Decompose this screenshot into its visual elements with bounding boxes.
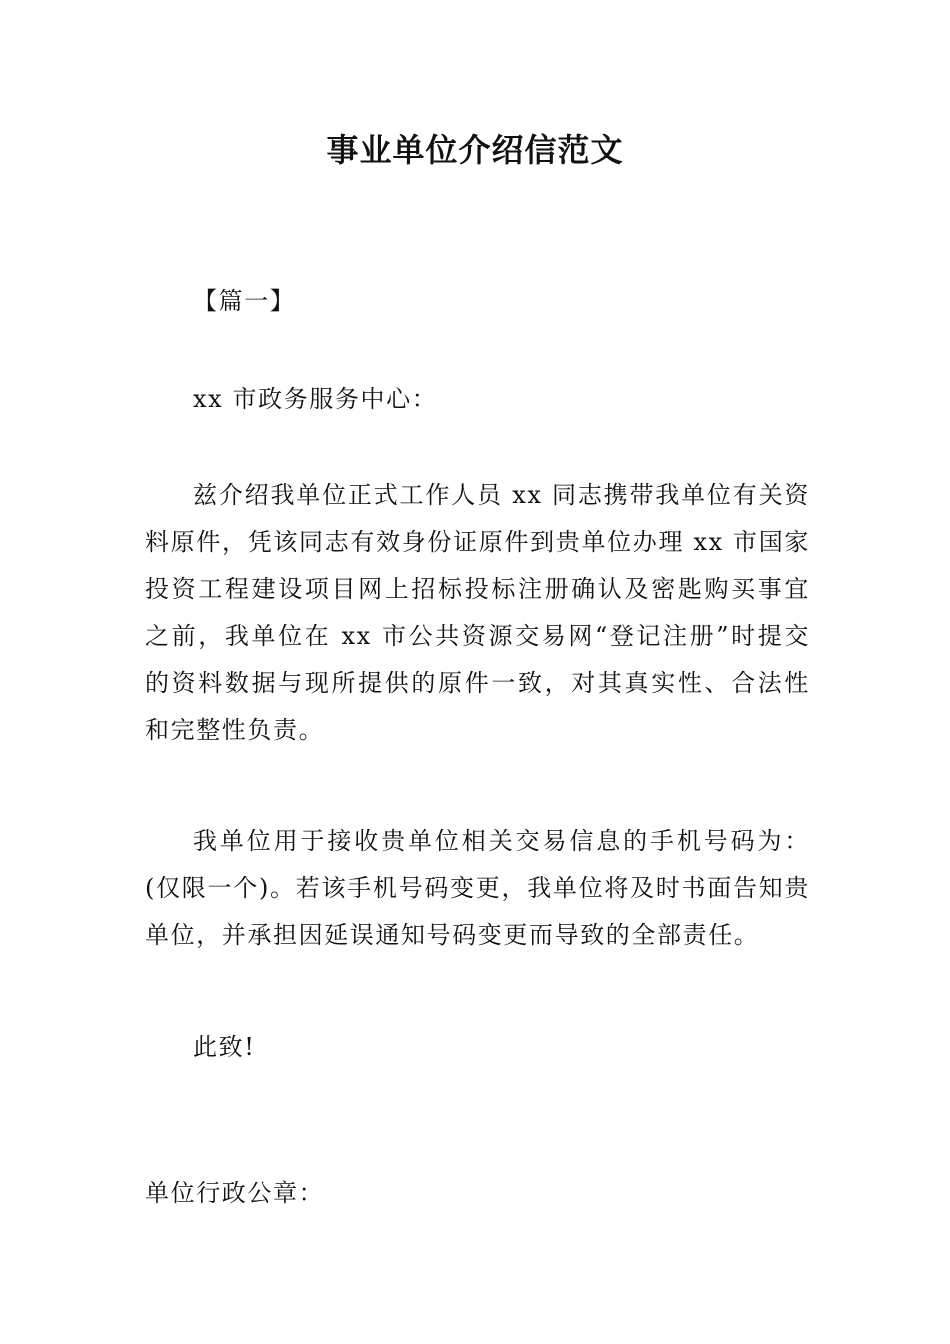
body-paragraph-2: 我单位用于接收贵单位相关交易信息的手机号码为：(仅限一个)。若该手机号码变更，我单位将及时书面告知贵单位，并承担因延误通知号码变更而导致的全部责任。: [145, 827, 810, 949]
body-paragraph-1: 兹介绍我单位正式工作人员 xx 同志携带我单位有关资料原件，凭该同志有效身份证原件到贵单位办理 xx 市国家投资工程建设项目网上招标投标注册确认及密匙购买事宜之前，我单位在 xx 市公共资源交易网“登记注册”时提交的资料数据与现所提供的原件一致，对其真实性、合法性和完整性负责。: [145, 481, 810, 744]
seal-label: 单位行政公章：: [145, 1179, 325, 1207]
section-label: 【篇一】: [193, 287, 296, 315]
closing-text: 此致!: [193, 1033, 256, 1061]
document-title: 事业单位介绍信范文: [326, 131, 624, 169]
salutation: xx 市政务服务中心：: [193, 385, 438, 413]
